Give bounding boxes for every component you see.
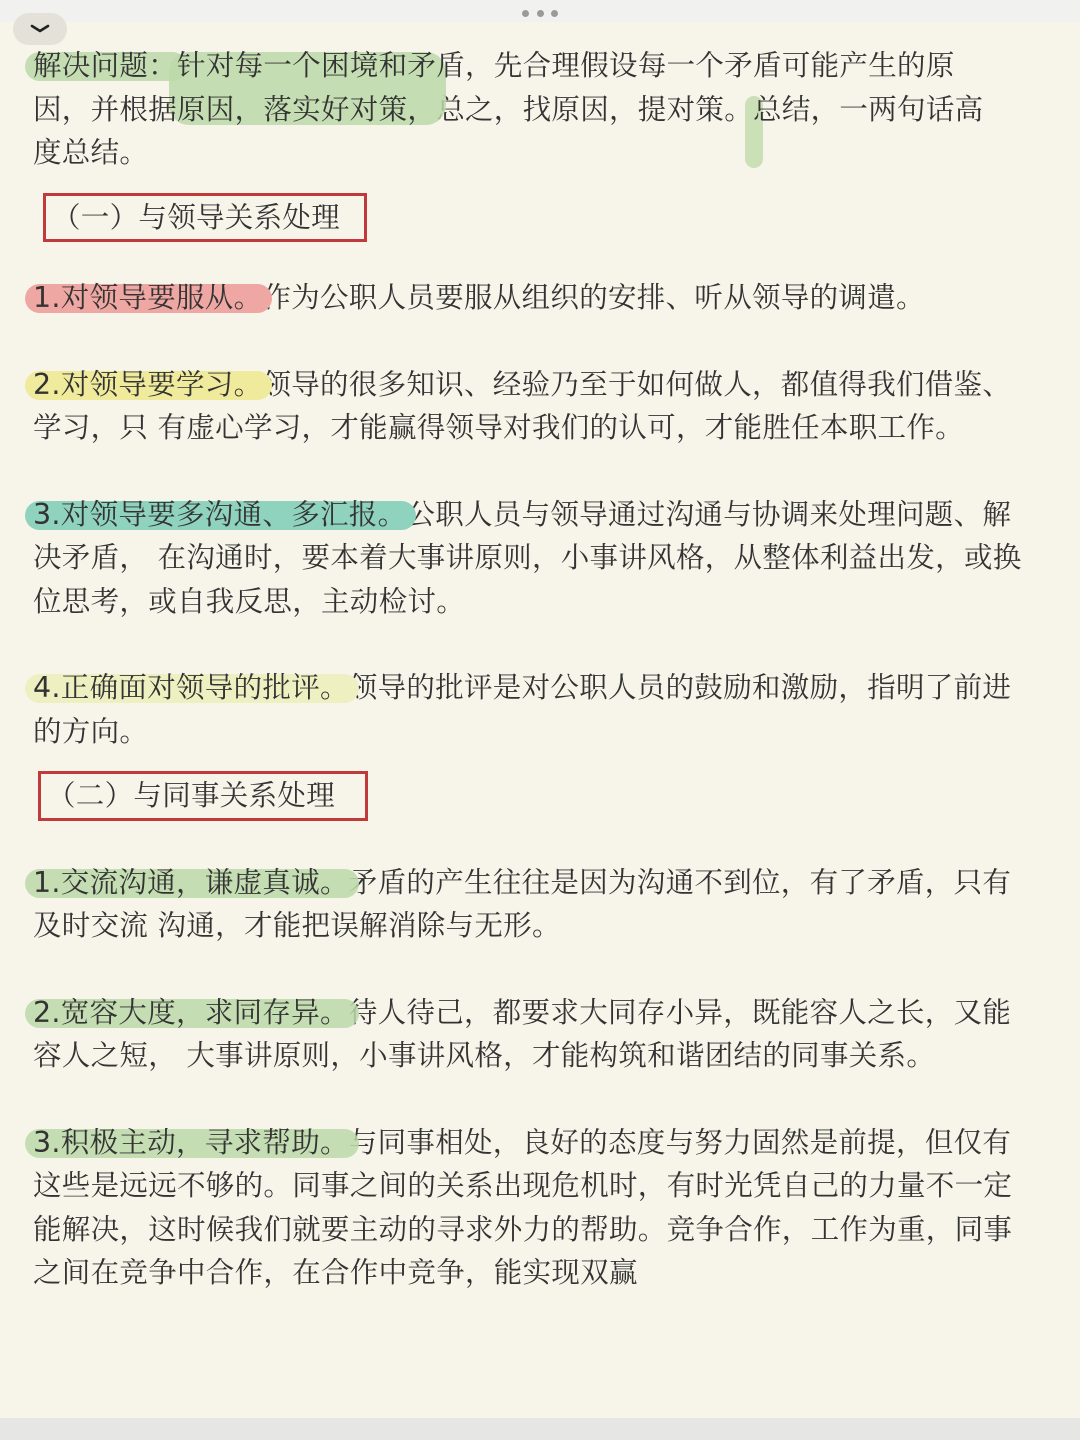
section1-item-3 <box>33 493 1023 624</box>
section1-item-3-key: 3.对领导要多沟通、多汇报。 <box>33 497 407 531</box>
section2-item-1-key: 1.交流沟通，谦虚真诚。 <box>33 865 349 899</box>
section1-item-4-key: 4.正确面对领导的批评。 <box>33 671 349 704</box>
section2-item-2-key: 2.宽容大度，求同存异。 <box>33 995 349 1029</box>
section1-item-1-text: 作为公职人员要服从组织的安排、听从领导的调遣。 <box>262 281 925 314</box>
section1-item-4-text: 领导的批评是对公职人员的鼓励和激励，指明了前进的方向。 <box>33 671 1012 748</box>
section1-item-1 <box>33 276 1023 320</box>
document-content <box>33 44 1023 1295</box>
intro-plain: 总之，找原因，提对策。 <box>436 92 754 126</box>
section2-item-3 <box>33 1121 1023 1295</box>
section2-heading: （二）与同事关系处理 <box>38 771 368 821</box>
intro-label: 解决问题： <box>33 49 178 82</box>
section2-item-1 <box>33 861 1023 948</box>
section1-item-2-text: 领导的很多知识、经验乃至于如何做人，都值得我们借鉴、学习，只 有虚心学习，才能赢得领导对我们的认可，才能胜任本职工作。 <box>33 367 1012 444</box>
section1-heading: （一）与领导关系处理 <box>43 193 367 243</box>
section2-item-3-text: 与同事相处，良好的态度与努力固然是前提，但仅有这些是远远不够的。同事之间的关系出现危机时，有时光凭自己的力量不一定能解决，这时候我们就要主动的寻求外力的帮助。竞争合作，工作为重，同事之间在竞争中合作，在合作中竞争，能实现双赢 <box>33 1125 1013 1289</box>
top-bar <box>0 0 1080 22</box>
collapse-button[interactable] <box>13 13 67 45</box>
section1-item-2-key: 2.对领导要学习。 <box>33 367 263 401</box>
intro-highlight: 针对每一个困境和矛盾，先合理假设每一个矛盾可能产生的原因，并根据原因，落实好对策， <box>33 49 955 126</box>
section2-item-1-text: 矛盾的产生往往是因为沟通不到位，有了矛盾，只有及时交流 沟通，才能把误解消除与无形。 <box>33 865 1012 942</box>
section1-item-2 <box>33 363 1023 450</box>
chevron-down-icon <box>30 24 50 34</box>
section2-item-2-text: 待人待己，都要求大同存小异，既能容人之长，又能容人之短， 大事讲原则，小事讲风格，才能构筑和谐团结的同事关系。 <box>33 995 1012 1072</box>
section2-item-3-key: 3.积极主动，寻求帮助。 <box>33 1125 349 1159</box>
intro-paragraph <box>33 44 1008 175</box>
section1-item-1-key: 1.对领导要服从。 <box>33 281 263 314</box>
more-horizontal-icon[interactable] <box>522 8 558 18</box>
section2-item-2 <box>33 991 1023 1078</box>
intro-summary: 总结，一两句话高度总结。 <box>33 92 984 169</box>
section1-item-4 <box>33 666 1023 753</box>
section1-item-3-text: 公职人员与领导通过沟通与协调来处理问题、解决矛盾， 在沟通时，要本着大事讲原则，小事讲风格，从整体利益出发，或换位思考，或自我反思，主动检讨。 <box>33 497 1022 618</box>
